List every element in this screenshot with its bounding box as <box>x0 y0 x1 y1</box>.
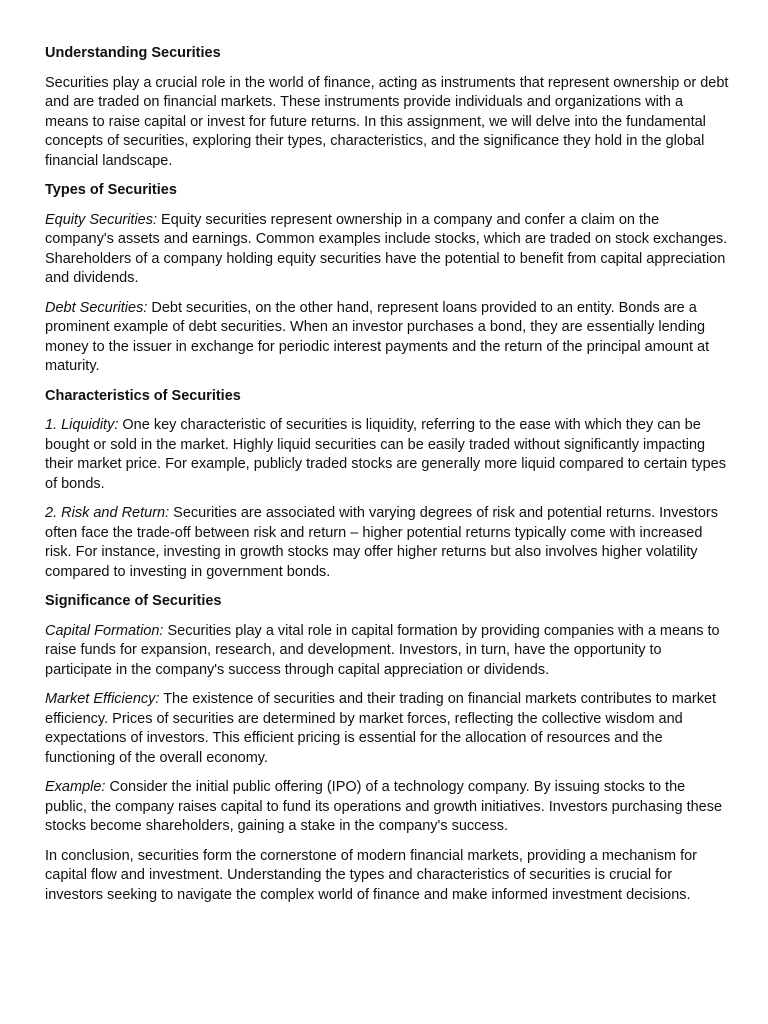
paragraph-lead: Debt Securities: <box>45 299 148 316</box>
paragraph-market-efficiency <box>45 690 730 768</box>
section-characteristics-of-securities <box>45 387 730 583</box>
paragraph-equity-securities <box>45 211 730 289</box>
paragraph-lead: 1. Liquidity: <box>45 417 119 433</box>
document-page <box>45 44 730 915</box>
paragraph-risk-and-return <box>45 504 730 582</box>
paragraph-text: Securities play a vital role in capital formation by providing companies with a means to raise funds for expansion, research, and development. Investors, in turn, have the opportunity to participate in the company's success through capital appreciation or dividends. <box>45 622 720 678</box>
section-heading: Types of Securities <box>45 182 177 198</box>
paragraph-text: Securities play a crucial role in the world of finance, acting as instruments that represent ownership or debt and are traded on financial markets. These instruments provide individuals and organizations with a means to raise capital or invest for future returns. In this assignment, we will delve into the fundamental concepts of securities, exploring their types, characteristics, and the significance they hold in the global financial landscape. <box>45 74 729 169</box>
section-understanding-securities <box>45 44 730 171</box>
paragraph-text: One key characteristic of securities is liquidity, referring to the ease with which they can be bought or sold in the market. Highly liquid securities can be easily traded without significantly impacting their market price. For example, publicly traded stocks are generally more liquid compared to certain types of bonds. <box>45 417 726 492</box>
paragraph-lead: Example: <box>45 779 106 795</box>
paragraph-lead: Equity Securities: <box>45 211 158 228</box>
paragraph-text: Consider the initial public offering (IPO) of a technology company. By issuing stocks to the public, the company raises capital to fund its operations and growth initiatives. Investors purchasing these stocks become shareholders, gaining a stake in the company's success. <box>45 779 723 834</box>
section-significance-of-securities <box>45 592 730 905</box>
paragraph-debt-securities <box>45 299 730 377</box>
paragraph-capital-formation <box>45 622 730 681</box>
paragraph-example <box>45 778 730 837</box>
paragraph-text: Securities are associated with varying degrees of risk and potential returns. Investors often face the trade-off between risk and return – higher potential returns typically come with increased risk. For instance, investing in growth stocks may offer higher returns but also involves higher volatility compared to investing in government bonds. <box>45 505 718 580</box>
paragraph-text: Debt securities, on the other hand, represent loans provided to an entity. Bonds are a prominent example of debt securities. When an investor purchases a bond, they are essentially lending money to the issuer in exchange for periodic interest payments and the return of the principal amount at maturity. <box>45 299 710 374</box>
paragraph-conclusion <box>45 847 730 906</box>
paragraph-text: In conclusion, securities form the cornerstone of modern financial markets, providing a mechanism for capital flow and investment. Understanding the types and characteristics of securities is crucial for investors seeking to navigate the complex world of finance and make informed investment decisions. <box>45 847 697 903</box>
paragraph-text: The existence of securities and their trading on financial markets contributes to market efficiency. Prices of securities are determined by market forces, reflecting the collective wisdom and expectations of investors. This efficient pricing is essential for the allocation of resources and the functioning of the overall economy. <box>45 691 717 766</box>
paragraph-lead: Market Efficiency: <box>45 691 160 707</box>
paragraph-lead: 2. Risk and Return: <box>45 505 170 521</box>
intro-paragraph <box>45 74 730 172</box>
paragraph-text: Equity securities represent ownership in a company and confer a claim on the company's assets and earnings. Common examples include stocks, which are traded on stock exchanges. Shareholders of a company holding equity securities have the potential to benefit from capital appreciation and dividends. <box>45 211 728 286</box>
section-heading: Understanding Securities <box>45 45 221 61</box>
section-heading: Characteristics of Securities <box>45 387 241 404</box>
paragraph-liquidity <box>45 416 730 494</box>
section-types-of-securities <box>45 181 730 377</box>
paragraph-lead: Capital Formation: <box>45 622 164 639</box>
section-heading: Significance of Securities <box>45 593 222 609</box>
